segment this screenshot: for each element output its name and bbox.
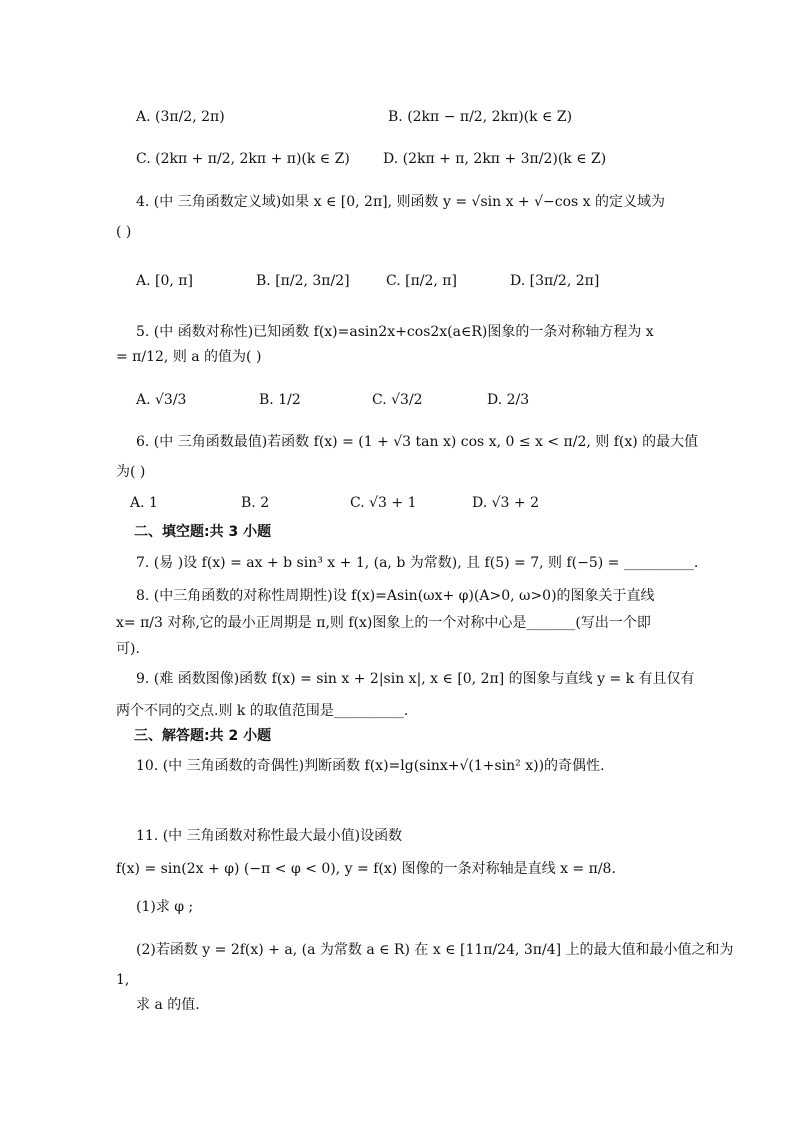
section-fill-in-heading: 二、填空题:共 3 小题: [134, 524, 272, 540]
q6-option-b: B. 2: [241, 495, 270, 511]
q3-option-d: D. (2kπ + π, 2kπ + 3π/2)(k ∈ Z): [383, 151, 607, 167]
q11-part2: (2)若函数 y = 2f(x) + a, (a 为常数 a ∈ R) 在 x ∈ [11π/24, 3π/4] 上的最大值和最小值之和为: [136, 942, 734, 958]
q5-option-c: C. √3/2: [372, 392, 423, 408]
q3-option-b: B. (2kπ − π/2, 2kπ)(k ∈ Z): [388, 109, 573, 125]
q5-stem: 5. (中 函数对称性)已知函数 f(x)=asin2x+cos2x(a∈R)图象的一条对称轴方程为 x: [136, 324, 654, 340]
q8-stem-cont: x= π/3 对称,它的最小正周期是 π,则 f(x)图象上的一个对称中心是_______(写出一个即: [116, 615, 651, 631]
q5-option-d: D. 2/3: [487, 392, 530, 408]
q4-option-d: D. [3π/2, 2π]: [510, 273, 600, 289]
q4-stem: 4. (中 三角函数定义域)如果 x ∈ [0, 2π], 则函数 y = √sin x + √−cos x 的定义域为: [136, 194, 665, 210]
q8-stem-end: 可).: [116, 641, 140, 657]
q11-part2-cont: 1,: [116, 972, 130, 988]
q11-part1: (1)求 φ ;: [136, 899, 194, 915]
q6-stem: 6. (中 三角函数最值)若函数 f(x) = (1 + √3 tan x) cos x, 0 ≤ x < π/2, 则 f(x) 的最大值: [136, 434, 699, 450]
q4-option-b: B. [π/2, 3π/2]: [256, 273, 350, 289]
q9-stem-cont: 两个不同的交点.则 k 的取值范围是__________.: [116, 703, 409, 719]
q5-option-b: B. 1/2: [259, 392, 301, 408]
q6-stem-cont: 为( ): [116, 464, 146, 480]
q6-option-d: D. √3 + 2: [472, 495, 539, 511]
q6-option-a: A. 1: [130, 495, 158, 511]
q5-option-a: A. √3/3: [136, 392, 187, 408]
q5-stem-cont: = π/12, 则 a 的值为( ): [116, 349, 262, 365]
q4-answer-bracket: ( ): [116, 224, 132, 240]
q11-stem: 11. (中 三角函数对称性最大最小值)设函数: [136, 828, 403, 844]
q7-stem: 7. (易 )设 f(x) = ax + b sin³ x + 1, (a, b 为常数), 且 f(5) = 7, 则 f(−5) = __________.: [136, 555, 699, 571]
q6-option-c: C. √3 + 1: [350, 495, 417, 511]
section-answer-heading: 三、解答题:共 2 小题: [134, 728, 272, 744]
q4-option-c: C. [π/2, π]: [386, 273, 457, 289]
q11-part2-end: 求 a 的值.: [136, 997, 200, 1013]
q8-stem: 8. (中三角函数的对称性周期性)设 f(x)=Asin(ωx+ φ)(A>0, ω>0)的图象关于直线: [136, 588, 655, 604]
q3-option-a: A. (3π/2, 2π): [136, 109, 225, 125]
q9-stem: 9. (难 函数图像)函数 f(x) = sin x + 2|sin x|, x ∈ [0, 2π] 的图象与直线 y = k 有且仅有: [136, 671, 695, 687]
q4-option-a: A. [0, π]: [136, 273, 193, 289]
q10-stem: 10. (中 三角函数的奇偶性)判断函数 f(x)=lg(sinx+√(1+sin² x))的奇偶性.: [136, 758, 605, 774]
q11-function: f(x) = sin(2x + φ) (−π < φ < 0), y = f(x) 图像的一条对称轴是直线 x = π/8.: [116, 861, 616, 877]
q3-option-c: C. (2kπ + π/2, 2kπ + π)(k ∈ Z): [136, 151, 350, 167]
